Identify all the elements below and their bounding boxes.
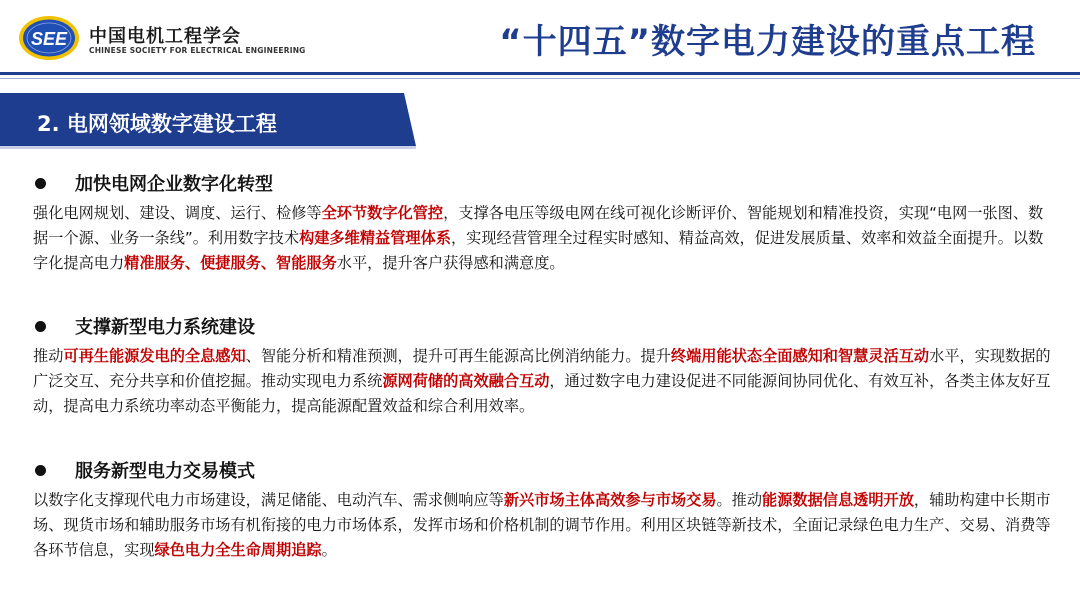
content-block: [33, 170, 1053, 276]
bullet-icon: [35, 465, 46, 476]
see-logo: [18, 14, 80, 62]
bullet-icon: [35, 321, 46, 332]
page-title: “十四五”数字电力建设的重点工程: [499, 22, 1036, 62]
organization-name: 中国电机工程学会: [89, 26, 241, 47]
highlight: 全环节数字化管控: [321, 204, 444, 222]
highlight: 构建多维精益管理体系: [299, 229, 451, 247]
highlight: 绿色电力全生命周期追踪: [154, 541, 322, 559]
block-body: 强化电网规划、建设、调度、运行、检修等全环节数字化管控，支撑各电压等级电网在线可视化诊断评价、智能规划和精准投资，实现“电网一张图、数据一个源、业务一条线”。利用数字技术构建多维精益管理体系，实现经营管理全过程实时感知、精益高效，促进发展质量、效率和效益全面提升。以数字化提高电力精准服务、便捷服务、智能服务水平，提升客户获得感和满意度。: [33, 204, 1044, 272]
header-divider: [0, 72, 1080, 75]
bullet-icon: [35, 178, 46, 189]
content-block: [33, 457, 1053, 563]
highlight: 新兴市场主体高效参与市场交易: [503, 491, 717, 509]
logo-text: SEE: [30, 29, 68, 49]
highlight: 能源数据信息透明开放: [762, 491, 914, 509]
section-heading: 2. 电网领域数字建设工程: [37, 112, 277, 136]
block-body: 推动可再生能源发电的全息感知、智能分析和精准预测，提升可再生能源高比例消纳能力。提升终端用能状态全面感知和智慧灵活互动水平，实现数据的广泛交互、充分共享和价值挖掘。推动实现电力系统源网荷储的高效融合互动，通过数字电力建设促进不同能源间协同优化、有效互补，各类主体友好互动，提高电力系统功率动态平衡能力，提高能源配置效益和综合利用效率。: [33, 347, 1051, 415]
block-title: 支撑新型电力系统建设: [75, 317, 255, 338]
content-block: [33, 313, 1053, 419]
highlight: 精准服务、便捷服务、智能服务: [124, 254, 337, 272]
block-title: 加快电网企业数字化转型: [75, 174, 273, 195]
block-title: 服务新型电力交易模式: [75, 461, 255, 482]
highlight: 源网荷储的高效融合互动: [382, 372, 550, 390]
block-body: 以数字化支撑现代电力市场建设，满足储能、电动汽车、需求侧响应等新兴市场主体高效参与市场交易。推动能源数据信息透明开放，辅助构建中长期市场、现货市场和辅助服务市场有机衔接的电力市场体系，发挥市场和价格机制的调节作用。利用区块链等新技术，全面记录绿色电力生产、交易、消费等各环节信息，实现绿色电力全生命周期追踪。: [33, 491, 1051, 559]
highlight: 终端用能状态全面感知和智慧灵活互动: [670, 347, 930, 365]
header-divider-thin: [0, 78, 1080, 79]
highlight: 可再生能源发电的全息感知: [63, 347, 246, 365]
organization-name-en: CHINESE SOCIETY FOR ELECTRICAL ENGINEERING: [89, 46, 306, 55]
header: [0, 0, 1080, 78]
